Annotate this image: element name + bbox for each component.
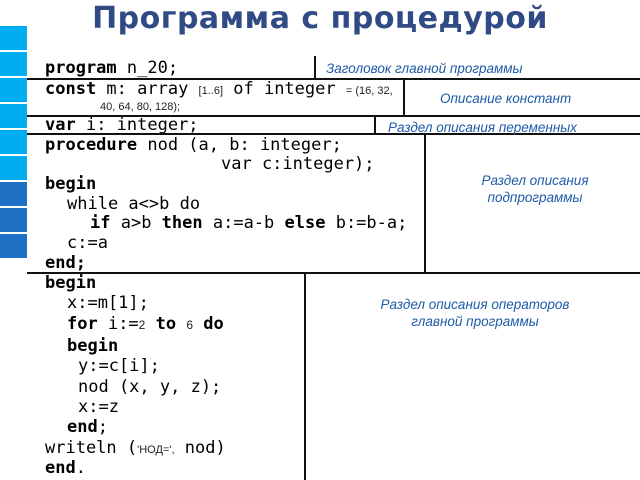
decorative-stripe [0, 0, 27, 260]
code-if-line: if a>b then a:=a-b else b:=b-a; [90, 213, 408, 233]
code-proc-end: end; [45, 253, 86, 273]
code-const-values: 40, 64, 80, 128); [100, 101, 181, 113]
note-header: Заголовок главной программы [326, 61, 523, 76]
code-final-end: end. [45, 458, 86, 478]
note-operators [345, 296, 605, 330]
code-nod-call: nod (x, y, z); [78, 377, 222, 397]
code-const-line: const m: array [1..6] of integer = (16, 32, [45, 79, 393, 99]
code-while-line: while a<>b do [67, 194, 201, 214]
code-assign-xz: x:=z [78, 397, 119, 417]
note-variables: Раздел описания переменных [388, 120, 577, 135]
page-title: Программа с процедурой [92, 1, 548, 36]
divider-vertical-const [403, 78, 405, 115]
note-operators-line1: Раздел описания операторов [380, 297, 570, 312]
note-constants: Описание констант [440, 91, 572, 106]
code-main-begin: begin [45, 273, 97, 293]
code-assign-x: x:=m[1]; [67, 293, 149, 313]
code-inner-begin: begin [67, 336, 119, 356]
code-for-line: for i:=2 to 6 do [67, 314, 224, 334]
note-operators-line2: главной программы [411, 314, 539, 329]
divider-vertical-procedure [424, 133, 426, 272]
divider-vertical-var [374, 115, 376, 133]
code-var-line: var i: integer; [45, 115, 199, 135]
code-procedure-line: procedure nod (a, b: integer; [45, 135, 342, 155]
divider-procedure [27, 272, 640, 274]
code-writeln-line: writeln ('НОД=', nod) [45, 438, 226, 458]
code-procedure-cont: var c:integer); [221, 154, 375, 174]
note-subprogram [450, 172, 620, 206]
code-assign-c: c:=a [67, 233, 108, 253]
code-assign-y: y:=c[i]; [78, 356, 160, 376]
divider-vertical-header [314, 56, 316, 78]
code-proc-begin: begin [45, 174, 97, 194]
code-program-line: program n_20; [45, 58, 179, 78]
note-subprogram-line1: Раздел описания [481, 173, 589, 188]
note-subprogram-line2: подпрограммы [487, 190, 583, 205]
divider-vertical-main [304, 272, 306, 480]
code-inner-end: end; [67, 417, 108, 437]
